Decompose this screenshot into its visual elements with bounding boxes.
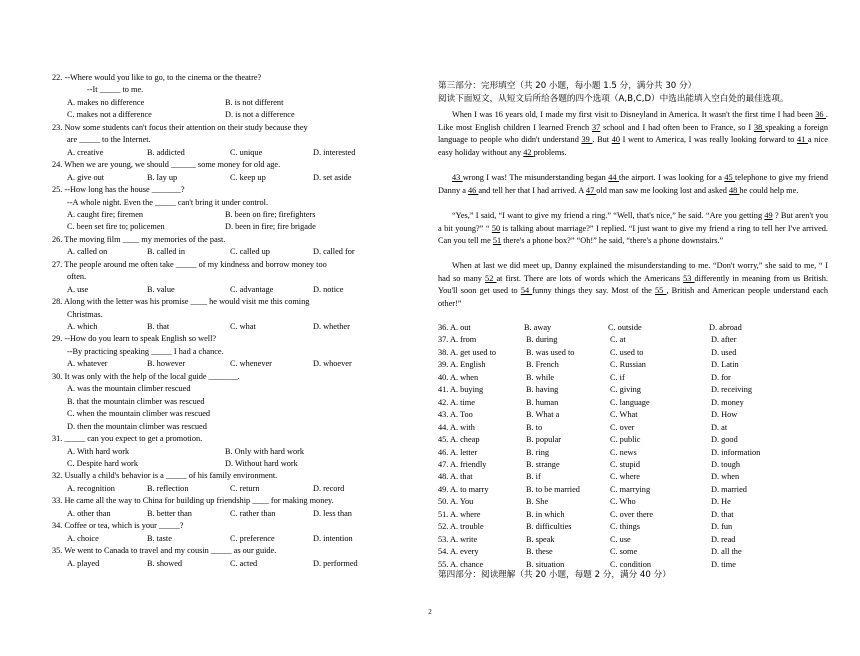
question-stem: 34. Coffee or tea, which is your _____? xyxy=(52,521,184,531)
choice-item-a[interactable]: 42. A. time xyxy=(438,397,475,407)
choice-item[interactable]: D. information xyxy=(711,447,761,457)
choice-item[interactable]: B. strange xyxy=(526,459,560,469)
blank-number: 48 xyxy=(729,185,740,195)
choice-item[interactable]: C. giving xyxy=(610,385,641,395)
question-stem: 32. Usually a child's behavior is a _____ of his family environment. xyxy=(52,471,278,481)
passage-text: . But xyxy=(592,135,612,145)
choice-item-a[interactable]: 51. A. where xyxy=(438,509,481,519)
choice-item[interactable]: C. over xyxy=(610,422,635,432)
answer-option[interactable]: A. other than xyxy=(67,508,111,518)
answer-option[interactable]: B. Only with hard work xyxy=(225,446,305,456)
choice-item[interactable]: C. some xyxy=(610,547,638,557)
passage-text: When I was 16 years old, I made my first visit to Disneyland in America. It wasn't the first time I had been xyxy=(452,110,816,119)
blank-number: 47 xyxy=(585,185,597,195)
blank-number: 54 xyxy=(520,286,533,296)
choice-item-a[interactable]: 39. A. English xyxy=(438,360,486,370)
choice-item[interactable]: D. married xyxy=(711,484,747,494)
section4-title: 第四部分：阅读理解（共 20 小题，每题 2 分，满分 40 分） xyxy=(438,570,671,580)
choice-item[interactable]: D. when xyxy=(711,472,740,482)
choice-item-a[interactable]: 46. A. letter xyxy=(438,447,478,457)
passage-text: problems. xyxy=(533,147,567,157)
choice-item-a[interactable]: 52. A. trouble xyxy=(438,522,484,532)
choice-item[interactable]: C. Russian xyxy=(610,360,646,370)
answer-option[interactable]: D. interested xyxy=(313,147,356,157)
question-stem: 30. It was only with the help of the local guide _______. xyxy=(52,371,240,381)
answer-option[interactable]: B. showed xyxy=(147,558,183,568)
blank-number: 42 xyxy=(523,147,534,157)
question-stem: 27. The people around me often take _____ of my kindness and borrow money too xyxy=(52,259,327,269)
blank-number: 50 xyxy=(491,223,501,233)
choice-item[interactable]: D. time xyxy=(711,559,736,569)
answer-option[interactable]: A. called on xyxy=(67,247,108,257)
choice-item-a[interactable]: 55. A. chance xyxy=(438,559,484,569)
answer-option[interactable]: A. give out xyxy=(67,172,105,182)
answer-option[interactable]: C. whenever xyxy=(230,359,272,369)
page-number: 2 xyxy=(428,608,432,616)
choice-item[interactable]: B. difficulties xyxy=(526,522,572,532)
passage-text: funny things they say. Most of the xyxy=(532,286,655,296)
answer-option[interactable]: D. been in fire; fire brigade xyxy=(225,222,316,232)
answer-option[interactable]: C. advantage xyxy=(230,284,274,294)
choice-item[interactable]: B. situation xyxy=(526,559,565,569)
blank-number: 51 xyxy=(492,236,502,246)
blank-number: 44 xyxy=(608,173,619,182)
blank-number: 55 xyxy=(654,286,667,296)
choice-item[interactable]: D. after xyxy=(711,335,737,345)
answer-option[interactable]: B. lay up xyxy=(147,172,178,182)
blank-number: 39 xyxy=(581,135,593,145)
passage-text: . Like most English children I learned French xyxy=(438,110,828,132)
choice-item[interactable]: C. stupid xyxy=(610,459,640,469)
answer-option[interactable]: A. makes no difference xyxy=(67,97,145,107)
question-stem: 24. When we are young, we should ______ some money for old age. xyxy=(52,160,281,170)
answer-option[interactable]: D. called for xyxy=(313,247,355,257)
answer-option[interactable]: D. whether xyxy=(313,322,350,331)
choice-item-a[interactable]: 43. A. Too xyxy=(438,410,473,420)
blank-number: 49 xyxy=(764,211,773,220)
passage-paragraph xyxy=(438,109,828,159)
answer-option[interactable]: C. acted xyxy=(230,558,258,568)
passage-text: telephone to give my friend Danny a xyxy=(438,173,828,195)
passage-text: school and I had often been to France, so I xyxy=(600,122,754,132)
choice-item-a[interactable]: 41. A. buying xyxy=(438,385,484,395)
blank-number: 46 xyxy=(467,185,479,195)
answer-option[interactable]: C. when the mountain climber was rescued xyxy=(67,409,211,419)
choice-item[interactable]: C. public xyxy=(610,435,641,445)
question-continuation: --By practicing speaking _____ I had a chance. xyxy=(67,346,224,356)
answer-option[interactable]: B. called in xyxy=(147,247,186,257)
answer-option[interactable]: C. keep up xyxy=(230,172,266,182)
passage-text: I went to America, I was really looking forward to xyxy=(620,135,797,145)
answer-option[interactable]: D. notice xyxy=(313,284,344,294)
answer-option[interactable]: D. Without hard work xyxy=(225,458,298,468)
answer-option[interactable]: D. whoever xyxy=(313,359,352,369)
choice-item[interactable]: C. condition xyxy=(610,559,652,569)
choice-item-a[interactable]: 49. A. to marry xyxy=(438,484,489,494)
choice-item[interactable]: C. Who xyxy=(610,497,636,507)
question-stem: 26. The moving film ____ my memories of the past. xyxy=(52,234,226,244)
choice-item[interactable]: B. What a xyxy=(526,410,560,420)
choice-item[interactable]: D. good xyxy=(711,435,738,445)
choice-item[interactable]: D. for xyxy=(711,372,731,382)
question-continuation: Christmas. xyxy=(67,309,103,319)
answer-option[interactable]: C. been set fire to; policemen xyxy=(67,222,165,232)
blank-number: 40 xyxy=(611,135,620,145)
answer-option[interactable]: C. return xyxy=(230,483,260,493)
passage-text: differently in meaning from us British. You'll soon get used to xyxy=(438,273,828,296)
question-continuation: are _____ to the Internet. xyxy=(67,135,151,145)
choice-item[interactable]: C. What xyxy=(610,410,638,420)
answer-option[interactable]: A. With hard work xyxy=(67,446,130,456)
answer-option[interactable]: A. caught fire; firemen xyxy=(67,209,144,219)
choice-item[interactable]: B. these xyxy=(526,547,553,557)
choice-item[interactable]: C. marrying xyxy=(610,484,651,494)
answer-option[interactable]: C. makes not a difference xyxy=(67,110,152,120)
choice-item[interactable]: D. fun xyxy=(711,522,733,532)
answer-option[interactable]: B. taste xyxy=(147,533,172,543)
answer-option[interactable]: A. played xyxy=(67,558,100,568)
choice-item-a[interactable]: 45. A. cheap xyxy=(438,435,480,445)
passage-paragraph xyxy=(438,260,828,310)
choice-item[interactable]: B. human xyxy=(526,397,559,407)
choice-item-a[interactable]: 47. A. friendly xyxy=(438,459,487,469)
choice-item[interactable]: C. over there xyxy=(610,509,654,519)
choice-item-a[interactable]: 50. A. You xyxy=(438,497,474,507)
answer-option[interactable]: B. that xyxy=(147,322,170,331)
choice-item[interactable]: C. at xyxy=(610,335,626,345)
answer-option[interactable]: A. whatever xyxy=(67,359,108,369)
choice-item[interactable]: D. receiving xyxy=(711,385,753,395)
choice-item[interactable]: C. outside xyxy=(608,323,642,332)
passage-text: he could help me. xyxy=(739,185,799,195)
choice-item[interactable]: C. things xyxy=(610,522,640,532)
choice-item[interactable]: B. ring xyxy=(526,447,550,457)
choice-item[interactable]: B. She xyxy=(526,497,549,507)
passage-text: When at last we did meet up, Danny explained the misunderstanding to me. “Don't worry,” she said to me, “ I had so many xyxy=(438,261,828,283)
answer-option[interactable]: B. better than xyxy=(147,508,192,518)
choice-item-a[interactable]: 37. A. from xyxy=(438,335,477,345)
choice-item-a[interactable]: 44. A. with xyxy=(438,422,475,432)
question-continuation: --It _____ to me. xyxy=(87,85,144,95)
blank-number: 53 xyxy=(683,273,695,283)
answer-option[interactable]: D. set aside xyxy=(313,172,352,182)
choice-item[interactable]: B. if xyxy=(526,472,541,482)
choice-item[interactable]: D. Latin xyxy=(711,360,739,370)
choice-item[interactable]: D. at xyxy=(711,422,728,432)
choice-item[interactable]: D. He xyxy=(711,497,731,507)
answer-option[interactable]: B. reflection xyxy=(147,483,189,493)
answer-option[interactable]: B. however xyxy=(147,359,186,369)
answer-option[interactable]: D. record xyxy=(313,483,345,493)
answer-option[interactable]: A. use xyxy=(67,284,89,294)
choice-item-a[interactable]: 40. A. when xyxy=(438,372,479,382)
answer-option[interactable]: C. unique xyxy=(230,147,263,157)
choice-item[interactable]: B. away xyxy=(524,323,552,332)
passage-text: at first. There are lots of words which the Americans xyxy=(496,273,684,283)
choice-item[interactable]: B. having xyxy=(526,385,559,395)
question-stem: 25. --How long has the house _______? xyxy=(52,185,185,195)
blank-number: 52 xyxy=(485,273,497,283)
passage-text: a nice easy holiday without any xyxy=(438,135,828,157)
passage-text: wrong I was! The misunderstanding began xyxy=(462,173,609,182)
choice-item[interactable]: C. use xyxy=(610,534,631,544)
choice-item[interactable]: D. tough xyxy=(711,459,741,469)
choice-item[interactable]: C. used to xyxy=(610,347,644,357)
choice-item[interactable]: B. was used to xyxy=(526,347,575,357)
answer-option[interactable]: B. that the mountain climber was rescued xyxy=(67,396,205,406)
answer-option[interactable]: C. what xyxy=(230,322,256,331)
choice-item[interactable]: D. abroad xyxy=(709,323,742,332)
choice-item[interactable]: B. French xyxy=(526,360,559,370)
section3-title: 第三部分：完形填空（共 20 小题，每小题 1.5 分，满分共 30 分） xyxy=(438,81,697,91)
choice-item[interactable]: D. used xyxy=(711,347,737,357)
answer-option[interactable]: C. called up xyxy=(230,247,270,257)
answer-option[interactable]: D. performed xyxy=(313,558,358,568)
question-stem: 22. --Where would you like to go, to the cinema or the theatre? xyxy=(52,73,262,82)
question-stem: 23. Now some students can't focus their attention on their study because they xyxy=(52,122,308,132)
choice-item[interactable]: D. all the xyxy=(711,547,742,557)
passage-text: the airport. I was looking for a xyxy=(618,173,725,182)
blank-number: 38 xyxy=(754,122,766,132)
answer-option[interactable]: B. been on fire; firefighters xyxy=(225,209,316,219)
passage-text: there's a phone box?” “Oh!” he said, “there's a phone downstairs.” xyxy=(501,236,724,246)
answer-option[interactable]: A. was the mountain climber rescued xyxy=(67,384,191,394)
passage-text: “Yes,” I said, “I want to give my friend a ring.” “Well, that's nice,” he said. “Are you getting xyxy=(452,211,765,220)
answer-option[interactable]: D. then the mountain climber was rescued xyxy=(67,421,207,431)
choice-item[interactable]: B. during xyxy=(526,335,558,345)
question-stem: 31. _____ can you expect to get a promotion. xyxy=(52,434,203,444)
answer-option[interactable]: C. Despite hard work xyxy=(67,458,138,468)
choice-item-a[interactable]: 54. A. every xyxy=(438,547,479,557)
passage-paragraph xyxy=(438,210,828,248)
choice-item-a[interactable]: 38. A. get used to xyxy=(438,347,497,357)
blank-number: 41 xyxy=(796,135,808,145)
question-continuation: often. xyxy=(67,272,87,282)
choice-item[interactable]: B. to be married xyxy=(526,484,580,494)
choice-item[interactable]: D. read xyxy=(711,534,736,544)
passage-text: and tell her that I had arrived. A xyxy=(478,185,586,195)
blank-number: 45 xyxy=(724,173,736,182)
choice-item[interactable]: B. in which xyxy=(526,509,565,519)
passage-text: , British and American people understand each other!” xyxy=(438,286,828,308)
choice-item[interactable]: B. to xyxy=(526,422,543,432)
answer-option[interactable]: C. preference xyxy=(230,533,275,543)
choice-item[interactable]: C. news xyxy=(610,447,637,457)
choice-item-a[interactable]: 48. A. that xyxy=(438,472,473,482)
passage-paragraph xyxy=(438,172,828,197)
question-continuation: --A whole night. Even the _____ can't bring it under control. xyxy=(67,197,269,207)
answer-option[interactable]: D. less than xyxy=(313,508,352,518)
passage-text: is talking about marriage?” I replied. “I just want to give my friend a ring to tell her I've arrived. Can you tell me xyxy=(438,223,828,246)
blank-number: 37 xyxy=(592,122,601,132)
section3-instructions: 阅读下面短文，从短文后所给各题的四个选项（A,B,C,D）中选出能填入空白处的最佳选项。 xyxy=(438,94,789,104)
choice-item[interactable]: C. where xyxy=(610,472,640,482)
choice-item[interactable]: D. How xyxy=(711,410,738,420)
blank-number: 36 xyxy=(815,110,826,119)
choice-item[interactable]: B. speak xyxy=(526,534,555,544)
answer-option[interactable]: C. rather than xyxy=(230,508,276,518)
answer-option[interactable]: A. creative xyxy=(67,147,104,157)
choice-item[interactable]: C. if xyxy=(610,372,625,382)
answer-option[interactable]: B. is not different xyxy=(225,97,284,107)
choice-item[interactable]: D. that xyxy=(711,509,734,519)
choice-item[interactable]: B. popular xyxy=(526,435,562,445)
answer-option[interactable]: A. recognition xyxy=(67,483,115,493)
answer-option[interactable]: A. which xyxy=(67,322,98,331)
choice-item-a[interactable]: 53. A. write xyxy=(438,534,478,544)
passage-text: ? But aren't you a bit young?” “ xyxy=(438,211,828,233)
choice-item[interactable]: C. language xyxy=(610,397,650,407)
question-stem: 28. Along with the letter was his promise ____ he would visit me this coming xyxy=(52,297,310,307)
question-stem: 35. We went to Canada to travel and my cousin _____ as our guide. xyxy=(52,546,277,556)
answer-option[interactable]: B. addicted xyxy=(147,147,185,157)
choice-item[interactable]: B. while xyxy=(526,372,555,382)
question-stem: 29. --How do you learn to speak English so well? xyxy=(52,334,217,344)
passage-text: old man saw me looking lost and asked xyxy=(596,185,730,195)
answer-option[interactable]: B. value xyxy=(147,284,175,294)
answer-option[interactable]: A. choice xyxy=(67,533,99,543)
question-stem: 33. He came all the way to China for building up friendship ____ for making money. xyxy=(52,496,334,506)
choice-item-a[interactable]: 36. A. out xyxy=(438,323,471,332)
blank-number: 43 xyxy=(452,173,463,182)
choice-item[interactable]: D. money xyxy=(711,397,744,407)
answer-option[interactable]: D. is not a difference xyxy=(225,110,295,120)
answer-option[interactable]: D. intention xyxy=(313,533,353,543)
passage-text: speaking a foreign language to people who didn't understand xyxy=(438,122,828,145)
